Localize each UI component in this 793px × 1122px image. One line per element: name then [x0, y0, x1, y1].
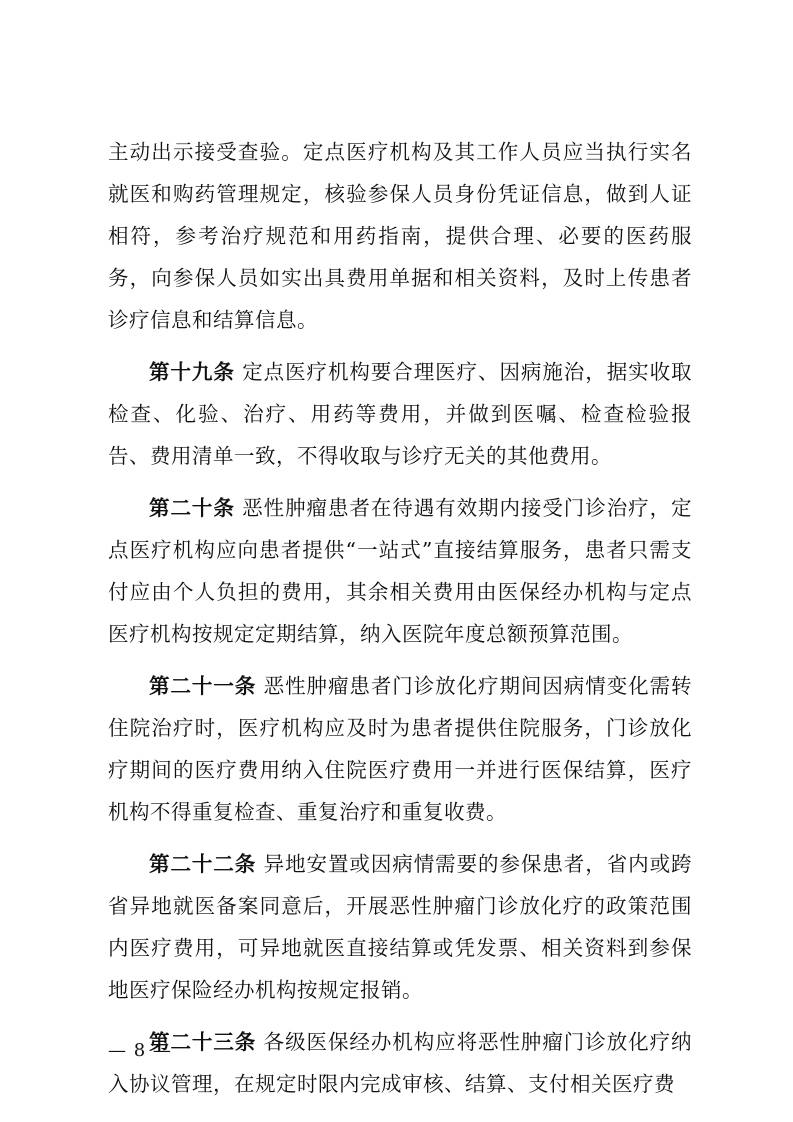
paragraph-text: 主动出示接受查验。定点医疗机构及其工作人员应当执行实名就医和购药管理规定，核验参保人员身份凭证信息，做到人证相符，参考治疗规范和用药指南，提供合理、必要的医药服务，向参保人员如实出具费用单据和相关资料，及时上传患者诊疗信息和结算信息。 — [108, 140, 692, 332]
article-text: 异地安置或因病情需要的参保患者，省内或跨省异地就医备案同意后，开展恶性肿瘤门诊放化疗的政策范围内医疗费用，可异地就医直接结算或凭发票、相关资料到参保地医疗保险经办机构按规定报销。 — [108, 852, 693, 1002]
article-text: 恶性肿瘤患者在待遇有效期内接受门诊治疗，定点医疗机构应向患者提供“一站式”直接结算服务，患者只需支付应由个人负担的费用，其余相关费用由医保经办机构与定点医疗机构按规定定期结算，纳入医院年度总额预算范围。 — [108, 496, 693, 646]
article-22 — [108, 843, 692, 1011]
article-text: 各级医保经办机构应将恶性肿瘤门诊放化疗纳入协议管理，在规定时限内完成审核、结算、支付相关医疗费 — [108, 1030, 693, 1096]
article-19 — [108, 351, 692, 477]
body-text — [108, 131, 692, 1105]
page-number: — 8 — — [108, 1040, 172, 1061]
article-20 — [108, 487, 692, 655]
article-number: 第二十三条 — [149, 1030, 257, 1054]
article-text: 恶性肿瘤患者门诊放化疗期间因病情变化需转住院治疗时，医疗机构应及时为患者提供住院服务，门诊放化疗期间的医疗费用纳入住院医疗费用一并进行医保结算，医疗机构不得重复检查、重复治疗和重复收费。 — [108, 674, 693, 824]
article-21 — [108, 665, 692, 833]
paragraph-continuation — [108, 131, 692, 341]
article-number: 第二十一条 — [149, 674, 257, 698]
article-number: 第二十二条 — [149, 852, 257, 876]
article-number: 第十九条 — [149, 360, 235, 384]
article-23 — [108, 1021, 692, 1105]
article-number: 第二十条 — [149, 496, 235, 520]
article-text: 定点医疗机构要合理医疗、因病施治，据实收取检查、化验、治疗、用药等费用，并做到医嘱、检查检验报告、费用清单一致，不得收取与诊疗无关的其他费用。 — [108, 360, 693, 468]
